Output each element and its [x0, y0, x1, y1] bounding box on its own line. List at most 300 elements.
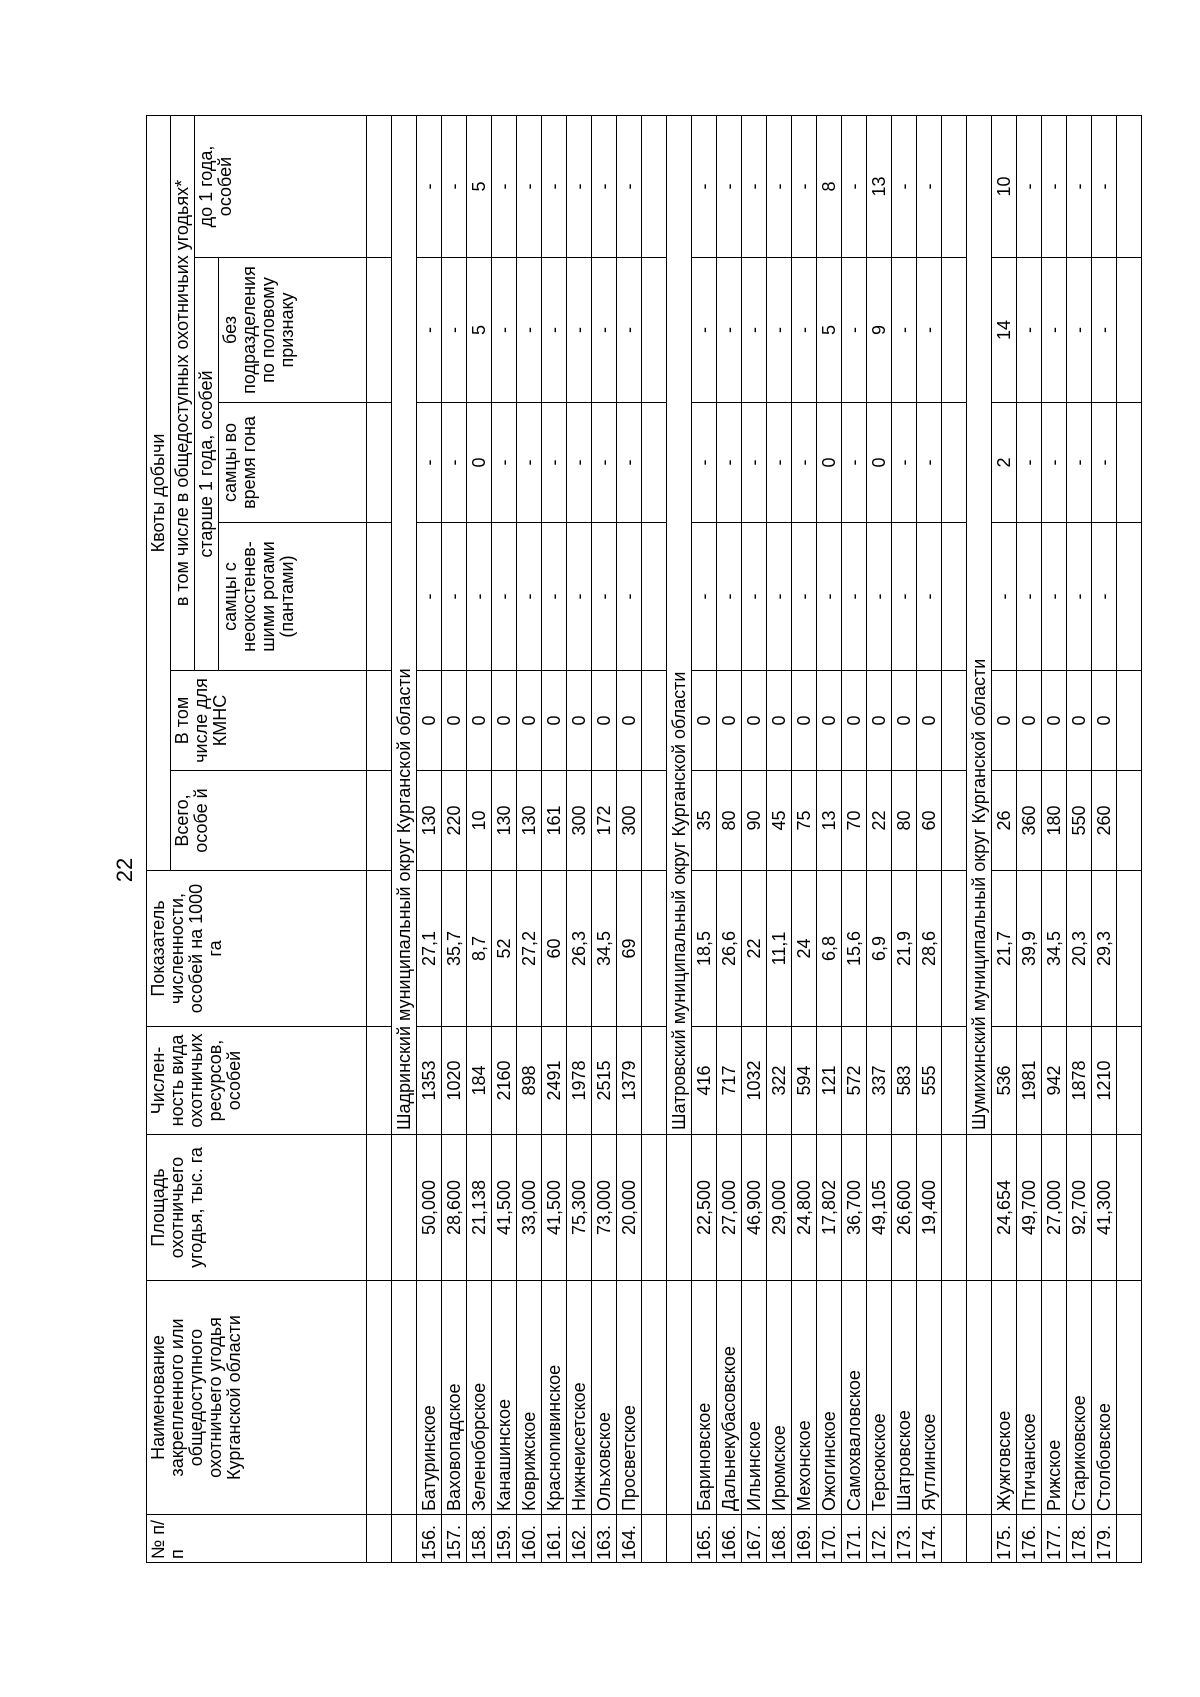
section-spacer — [667, 1515, 692, 1563]
cell-density: 8,7 — [467, 871, 492, 1027]
cell-population: 536 — [992, 1027, 1017, 1135]
table-row — [617, 115, 642, 1562]
blank-cell — [367, 1281, 392, 1515]
cell-num: 162. — [567, 1515, 592, 1563]
blank-cell — [367, 671, 392, 771]
cell-population: 416 — [692, 1027, 717, 1135]
table-body — [367, 115, 1142, 1562]
cell-antlers: - — [892, 523, 917, 671]
cell-density: 21,7 — [992, 871, 1017, 1027]
quota-table — [146, 115, 1142, 1563]
cell-no-sex: - — [892, 258, 917, 403]
blank-cell — [1117, 115, 1142, 257]
cell-antlers: - — [867, 523, 892, 671]
blank-cell — [367, 403, 392, 523]
header-total: Всего, особе й — [171, 771, 367, 871]
section-spacer — [392, 1515, 417, 1563]
cell-kmns: 0 — [542, 671, 567, 771]
table-row — [917, 115, 942, 1562]
cell-total: 360 — [1017, 771, 1042, 871]
section-title-row — [967, 115, 992, 1562]
cell-name: Просветское — [617, 1281, 642, 1515]
section-spacer — [392, 1281, 417, 1515]
blank-cell — [367, 871, 392, 1027]
cell-num: 160. — [517, 1515, 542, 1563]
cell-area: 27,000 — [1042, 1135, 1067, 1281]
cell-kmns: 0 — [517, 671, 542, 771]
cell-area: 75,300 — [567, 1135, 592, 1281]
cell-area: 21,138 — [467, 1135, 492, 1281]
cell-antlers: - — [567, 523, 592, 671]
cell-total: 26 — [992, 771, 1017, 871]
cell-no-sex: - — [1017, 258, 1042, 403]
table-row — [867, 115, 892, 1562]
cell-total: 45 — [767, 771, 792, 871]
cell-young: 13 — [867, 115, 892, 257]
cell-name: Дальнекубасовское — [717, 1281, 742, 1515]
cell-no-sex: - — [492, 258, 517, 403]
cell-antlers: - — [792, 523, 817, 671]
table-row — [567, 115, 592, 1562]
cell-kmns: 0 — [692, 671, 717, 771]
table-header — [147, 115, 367, 1562]
cell-area: 41,500 — [492, 1135, 517, 1281]
cell-density: 29,3 — [1092, 871, 1117, 1027]
cell-population: 2160 — [492, 1027, 517, 1135]
table-row — [817, 115, 842, 1562]
blank-cell — [642, 871, 667, 1027]
cell-kmns: 0 — [817, 671, 842, 771]
cell-kmns: 0 — [467, 671, 492, 771]
cell-no-sex: - — [592, 258, 617, 403]
cell-no-sex: - — [742, 258, 767, 403]
cell-total: 13 — [817, 771, 842, 871]
section-spacer — [667, 1281, 692, 1515]
page-number: 22 — [112, 857, 137, 883]
cell-name: Терсюкское — [867, 1281, 892, 1515]
cell-num: 173. — [892, 1515, 917, 1563]
cell-area: 36,700 — [842, 1135, 867, 1281]
header-public-group: в том числе в общедоступных охотничьих угодьях* — [171, 115, 195, 670]
cell-num: 166. — [717, 1515, 742, 1563]
cell-no-sex: - — [692, 258, 717, 403]
cell-area: 19,400 — [917, 1135, 942, 1281]
blank-cell — [642, 1281, 667, 1515]
blank-cell — [942, 1281, 967, 1515]
table-row — [767, 115, 792, 1562]
cell-young: - — [742, 115, 767, 257]
cell-area: 28,600 — [442, 1135, 467, 1281]
cell-area: 24,654 — [992, 1135, 1017, 1281]
cell-name: Батуринское — [417, 1281, 442, 1515]
cell-area: 22,500 — [692, 1135, 717, 1281]
cell-area: 92,700 — [1067, 1135, 1092, 1281]
cell-rut: - — [842, 403, 867, 523]
cell-antlers: - — [417, 523, 442, 671]
blank-cell — [642, 115, 667, 257]
cell-kmns: 0 — [1067, 671, 1092, 771]
header-area: Площадь охотничьего угодья, тыс. га — [147, 1135, 367, 1281]
cell-num: 156. — [417, 1515, 442, 1563]
cell-density: 34,5 — [1042, 871, 1067, 1027]
cell-antlers: - — [767, 523, 792, 671]
cell-total: 260 — [1092, 771, 1117, 871]
cell-num: 164. — [617, 1515, 642, 1563]
blank-cell — [642, 1515, 667, 1563]
cell-num: 161. — [542, 1515, 567, 1563]
cell-young: - — [567, 115, 592, 257]
blank-row — [367, 115, 392, 1562]
blank-cell — [942, 115, 967, 257]
cell-young: - — [1017, 115, 1042, 257]
cell-density: 20,3 — [1067, 871, 1092, 1027]
blank-cell — [642, 1135, 667, 1281]
cell-name: Нижнеисетское — [567, 1281, 592, 1515]
cell-density: 35,7 — [442, 871, 467, 1027]
cell-young: - — [1092, 115, 1117, 257]
cell-name: Мехонское — [792, 1281, 817, 1515]
table-row — [417, 115, 442, 1562]
blank-cell — [642, 671, 667, 771]
cell-total: 22 — [867, 771, 892, 871]
cell-rut: - — [592, 403, 617, 523]
cell-population: 594 — [792, 1027, 817, 1135]
cell-young: - — [1042, 115, 1067, 257]
cell-population: 1978 — [567, 1027, 592, 1135]
cell-kmns: 0 — [917, 671, 942, 771]
cell-no-sex: - — [1067, 258, 1092, 403]
cell-no-sex: - — [617, 258, 642, 403]
blank-cell — [942, 671, 967, 771]
cell-kmns: 0 — [1042, 671, 1067, 771]
cell-total: 75 — [792, 771, 817, 871]
cell-kmns: 0 — [892, 671, 917, 771]
cell-density: 6,9 — [867, 871, 892, 1027]
cell-density: 18,5 — [692, 871, 717, 1027]
cell-num: 157. — [442, 1515, 467, 1563]
cell-population: 1210 — [1092, 1027, 1117, 1135]
cell-rut: - — [517, 403, 542, 523]
cell-kmns: 0 — [1017, 671, 1042, 771]
cell-no-sex: 5 — [817, 258, 842, 403]
blank-cell — [642, 771, 667, 871]
blank-cell — [367, 771, 392, 871]
cell-antlers: - — [842, 523, 867, 671]
cell-name: Ожогинское — [817, 1281, 842, 1515]
section-spacer — [967, 1515, 992, 1563]
table-row — [1067, 115, 1092, 1562]
cell-total: 35 — [692, 771, 717, 871]
cell-density: 26,3 — [567, 871, 592, 1027]
cell-antlers: - — [742, 523, 767, 671]
cell-rut: - — [417, 403, 442, 523]
cell-total: 300 — [617, 771, 642, 871]
cell-kmns: 0 — [1092, 671, 1117, 771]
blank-row — [642, 115, 667, 1562]
cell-young: - — [842, 115, 867, 257]
cell-antlers: - — [1042, 523, 1067, 671]
cell-rut: - — [1092, 403, 1117, 523]
cell-density: 11,1 — [767, 871, 792, 1027]
table-row — [517, 115, 542, 1562]
cell-total: 80 — [717, 771, 742, 871]
cell-no-sex: - — [792, 258, 817, 403]
header-antlers: самцы с неокостенев-шими рогами (пантами) — [219, 523, 367, 671]
cell-area: 26,600 — [892, 1135, 917, 1281]
blank-cell — [367, 258, 392, 403]
cell-rut: - — [742, 403, 767, 523]
cell-area: 73,000 — [592, 1135, 617, 1281]
cell-no-sex: - — [842, 258, 867, 403]
section-title-row — [392, 115, 417, 1562]
cell-num: 165. — [692, 1515, 717, 1563]
cell-total: 130 — [517, 771, 542, 871]
cell-name: Зеленоборское — [467, 1281, 492, 1515]
cell-population: 322 — [767, 1027, 792, 1135]
cell-young: - — [492, 115, 517, 257]
cell-kmns: 0 — [717, 671, 742, 771]
cell-antlers: - — [917, 523, 942, 671]
header-rut: самцы во время гона — [219, 403, 367, 523]
cell-population: 2515 — [592, 1027, 617, 1135]
cell-antlers: - — [992, 523, 1017, 671]
cell-young: - — [517, 115, 542, 257]
cell-area: 49,105 — [867, 1135, 892, 1281]
cell-rut: - — [717, 403, 742, 523]
cell-name: Птичанское — [1017, 1281, 1042, 1515]
cell-rut: 0 — [467, 403, 492, 523]
cell-area: 29,000 — [767, 1135, 792, 1281]
cell-antlers: - — [817, 523, 842, 671]
header-no-sex: без подразделения по половому признаку — [219, 258, 367, 403]
table-row — [1042, 115, 1067, 1562]
cell-density: 34,5 — [592, 871, 617, 1027]
cell-kmns: 0 — [567, 671, 592, 771]
cell-name: Ваховопадское — [442, 1281, 467, 1515]
cell-density: 60 — [542, 871, 567, 1027]
cell-rut: - — [917, 403, 942, 523]
cell-rut: - — [692, 403, 717, 523]
cell-young: - — [617, 115, 642, 257]
cell-num: 169. — [792, 1515, 817, 1563]
cell-no-sex: - — [717, 258, 742, 403]
cell-kmns: 0 — [417, 671, 442, 771]
cell-name: Самохваловское — [842, 1281, 867, 1515]
table-row — [592, 115, 617, 1562]
cell-kmns: 0 — [867, 671, 892, 771]
cell-name: Рижское — [1042, 1281, 1067, 1515]
blank-cell — [942, 771, 967, 871]
blank-cell — [942, 871, 967, 1027]
cell-antlers: - — [1017, 523, 1042, 671]
blank-cell — [1117, 771, 1142, 871]
cell-young: - — [792, 115, 817, 257]
blank-cell — [367, 1515, 392, 1563]
cell-rut: - — [892, 403, 917, 523]
cell-num: 159. — [492, 1515, 517, 1563]
cell-total: 161 — [542, 771, 567, 871]
cell-kmns: 0 — [767, 671, 792, 771]
cell-density: 27,2 — [517, 871, 542, 1027]
cell-rut: 2 — [992, 403, 1017, 523]
cell-population: 583 — [892, 1027, 917, 1135]
cell-num: 170. — [817, 1515, 842, 1563]
cell-young: - — [917, 115, 942, 257]
cell-area: 49,700 — [1017, 1135, 1042, 1281]
cell-name: Коврижское — [517, 1281, 542, 1515]
cell-no-sex: 14 — [992, 258, 1017, 403]
cell-rut: - — [1067, 403, 1092, 523]
cell-name: Ирюмское — [767, 1281, 792, 1515]
cell-name: Столбовское — [1092, 1281, 1117, 1515]
cell-antlers: - — [717, 523, 742, 671]
cell-name: Жужговское — [992, 1281, 1017, 1515]
cell-rut: - — [792, 403, 817, 523]
blank-cell — [942, 258, 967, 403]
cell-young: 8 — [817, 115, 842, 257]
cell-num: 178. — [1067, 1515, 1092, 1563]
table-row — [692, 115, 717, 1562]
cell-rut: - — [1042, 403, 1067, 523]
table-row — [442, 115, 467, 1562]
blank-cell — [942, 1515, 967, 1563]
cell-population: 1032 — [742, 1027, 767, 1135]
cell-population: 2491 — [542, 1027, 567, 1135]
cell-name: Ильинское — [742, 1281, 767, 1515]
cell-population: 572 — [842, 1027, 867, 1135]
cell-antlers: - — [467, 523, 492, 671]
table-row — [992, 115, 1017, 1562]
blank-cell — [642, 523, 667, 671]
cell-name: Бариновское — [692, 1281, 717, 1515]
cell-density: 6,8 — [817, 871, 842, 1027]
cell-num: 175. — [992, 1515, 1017, 1563]
cell-no-sex: - — [917, 258, 942, 403]
cell-name: Красноnивинское — [542, 1281, 567, 1515]
cell-antlers: - — [517, 523, 542, 671]
cell-num: 176. — [1017, 1515, 1042, 1563]
cell-rut: - — [442, 403, 467, 523]
cell-num: 167. — [742, 1515, 767, 1563]
cell-young: - — [1067, 115, 1092, 257]
cell-young: - — [542, 115, 567, 257]
blank-row — [1117, 115, 1142, 1562]
cell-young: - — [717, 115, 742, 257]
cell-area: 46,900 — [742, 1135, 767, 1281]
cell-num: 158. — [467, 1515, 492, 1563]
cell-area: 17,802 — [817, 1135, 842, 1281]
cell-density: 15,6 — [842, 871, 867, 1027]
blank-cell — [642, 1027, 667, 1135]
cell-antlers: - — [492, 523, 517, 671]
cell-population: 1878 — [1067, 1027, 1092, 1135]
cell-name: Шатровское — [892, 1281, 917, 1515]
section-spacer — [967, 1135, 992, 1281]
blank-cell — [642, 403, 667, 523]
cell-young: - — [592, 115, 617, 257]
cell-total: 130 — [492, 771, 517, 871]
cell-total: 80 — [892, 771, 917, 871]
cell-num: 171. — [842, 1515, 867, 1563]
cell-num: 177. — [1042, 1515, 1067, 1563]
cell-population: 1020 — [442, 1027, 467, 1135]
cell-density: 52 — [492, 871, 517, 1027]
cell-no-sex: - — [767, 258, 792, 403]
blank-cell — [942, 1027, 967, 1135]
cell-no-sex: - — [517, 258, 542, 403]
cell-rut: - — [492, 403, 517, 523]
cell-name: Канашинское — [492, 1281, 517, 1515]
cell-kmns: 0 — [592, 671, 617, 771]
blank-cell — [367, 523, 392, 671]
cell-no-sex: 5 — [467, 258, 492, 403]
cell-population: 1981 — [1017, 1027, 1042, 1135]
cell-area: 50,000 — [417, 1135, 442, 1281]
cell-rut: 0 — [817, 403, 842, 523]
cell-antlers: - — [1092, 523, 1117, 671]
cell-density: 27,1 — [417, 871, 442, 1027]
cell-kmns: 0 — [992, 671, 1017, 771]
cell-no-sex: - — [442, 258, 467, 403]
cell-young: - — [417, 115, 442, 257]
section-spacer — [392, 1135, 417, 1281]
cell-rut: - — [617, 403, 642, 523]
cell-total: 300 — [567, 771, 592, 871]
cell-area: 41,500 — [542, 1135, 567, 1281]
table-row — [892, 115, 917, 1562]
cell-young: 5 — [467, 115, 492, 257]
table-row — [742, 115, 767, 1562]
cell-population: 337 — [867, 1027, 892, 1135]
section-title-row — [667, 115, 692, 1562]
cell-population: 1353 — [417, 1027, 442, 1135]
cell-rut: - — [1017, 403, 1042, 523]
table-row — [1092, 115, 1117, 1562]
blank-cell — [1117, 871, 1142, 1027]
cell-total: 220 — [442, 771, 467, 871]
cell-total: 130 — [417, 771, 442, 871]
header-num: № п/п — [147, 1515, 367, 1563]
cell-area: 41,300 — [1092, 1135, 1117, 1281]
table-row — [467, 115, 492, 1562]
cell-area: 33,000 — [517, 1135, 542, 1281]
cell-density: 69 — [617, 871, 642, 1027]
header-young: до 1 года, особей — [195, 115, 367, 257]
cell-population: 555 — [917, 1027, 942, 1135]
cell-kmns: 0 — [492, 671, 517, 771]
cell-no-sex: - — [417, 258, 442, 403]
cell-rut: - — [567, 403, 592, 523]
cell-density: 24 — [792, 871, 817, 1027]
cell-kmns: 0 — [742, 671, 767, 771]
cell-name: Яутлинское — [917, 1281, 942, 1515]
cell-num: 168. — [767, 1515, 792, 1563]
cell-total: 172 — [592, 771, 617, 871]
cell-antlers: - — [617, 523, 642, 671]
blank-row — [942, 115, 967, 1562]
blank-cell — [642, 258, 667, 403]
cell-young: - — [892, 115, 917, 257]
blank-cell — [1117, 403, 1142, 523]
cell-rut: - — [767, 403, 792, 523]
blank-cell — [1117, 1515, 1142, 1563]
cell-num: 174. — [917, 1515, 942, 1563]
header-population: Числен-ность вида охотничьих ресурсов, особей — [147, 1027, 367, 1135]
cell-area: 20,000 — [617, 1135, 642, 1281]
section-title: Шумихинский муниципальный округ Курганской области — [967, 115, 992, 1134]
cell-antlers: - — [592, 523, 617, 671]
header-quota-group: Квоты добычи — [147, 115, 171, 870]
